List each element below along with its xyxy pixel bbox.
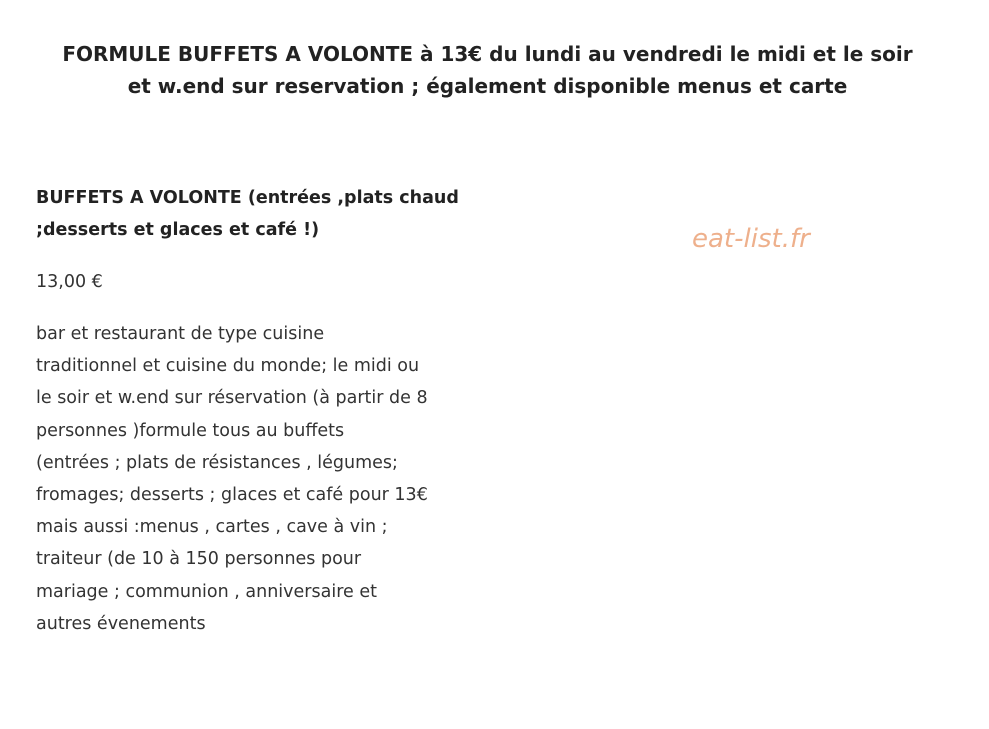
description-line: traditionnel et cuisine du monde; le midi ou — [36, 356, 420, 377]
description-line: mais aussi :menus , cartes , cave à vin ; — [36, 517, 388, 538]
watermark-logo: eat-list.fr — [692, 224, 810, 254]
description-line: fromages; desserts ; glaces et café pour 13€ — [36, 485, 428, 506]
description-line: mariage ; communion , anniversaire et — [36, 581, 377, 602]
page-title-line-1: FORMULE BUFFETS A VOLONTE à 13€ du lundi au vendredi le midi et le soir — [62, 42, 913, 66]
description-line: (entrées ; plats de résistances , légumes; — [36, 452, 398, 473]
menu-item-price: 13,00 € — [36, 272, 103, 292]
page-title — [0, 38, 975, 102]
description-line: traiteur (de 10 à 150 personnes pour — [36, 549, 362, 570]
menu-item-name-line-1: BUFFETS A VOLONTE (entrées ,plats chaud — [36, 188, 459, 208]
description-line: le soir et w.end sur réservation (à partir de 8 — [36, 388, 428, 409]
description-line: bar et restaurant de type cuisine — [36, 324, 325, 344]
menu-item-description — [36, 318, 496, 640]
menu-item-name-line-2: ;desserts et glaces et café !) — [36, 220, 320, 240]
page-title-line-2: et w.end sur reservation ; également disponible menus et carte — [127, 74, 848, 98]
description-line: personnes )formule tous au buffets — [36, 420, 345, 441]
description-line: autres évenements — [36, 613, 206, 634]
menu-item-name — [36, 182, 476, 246]
